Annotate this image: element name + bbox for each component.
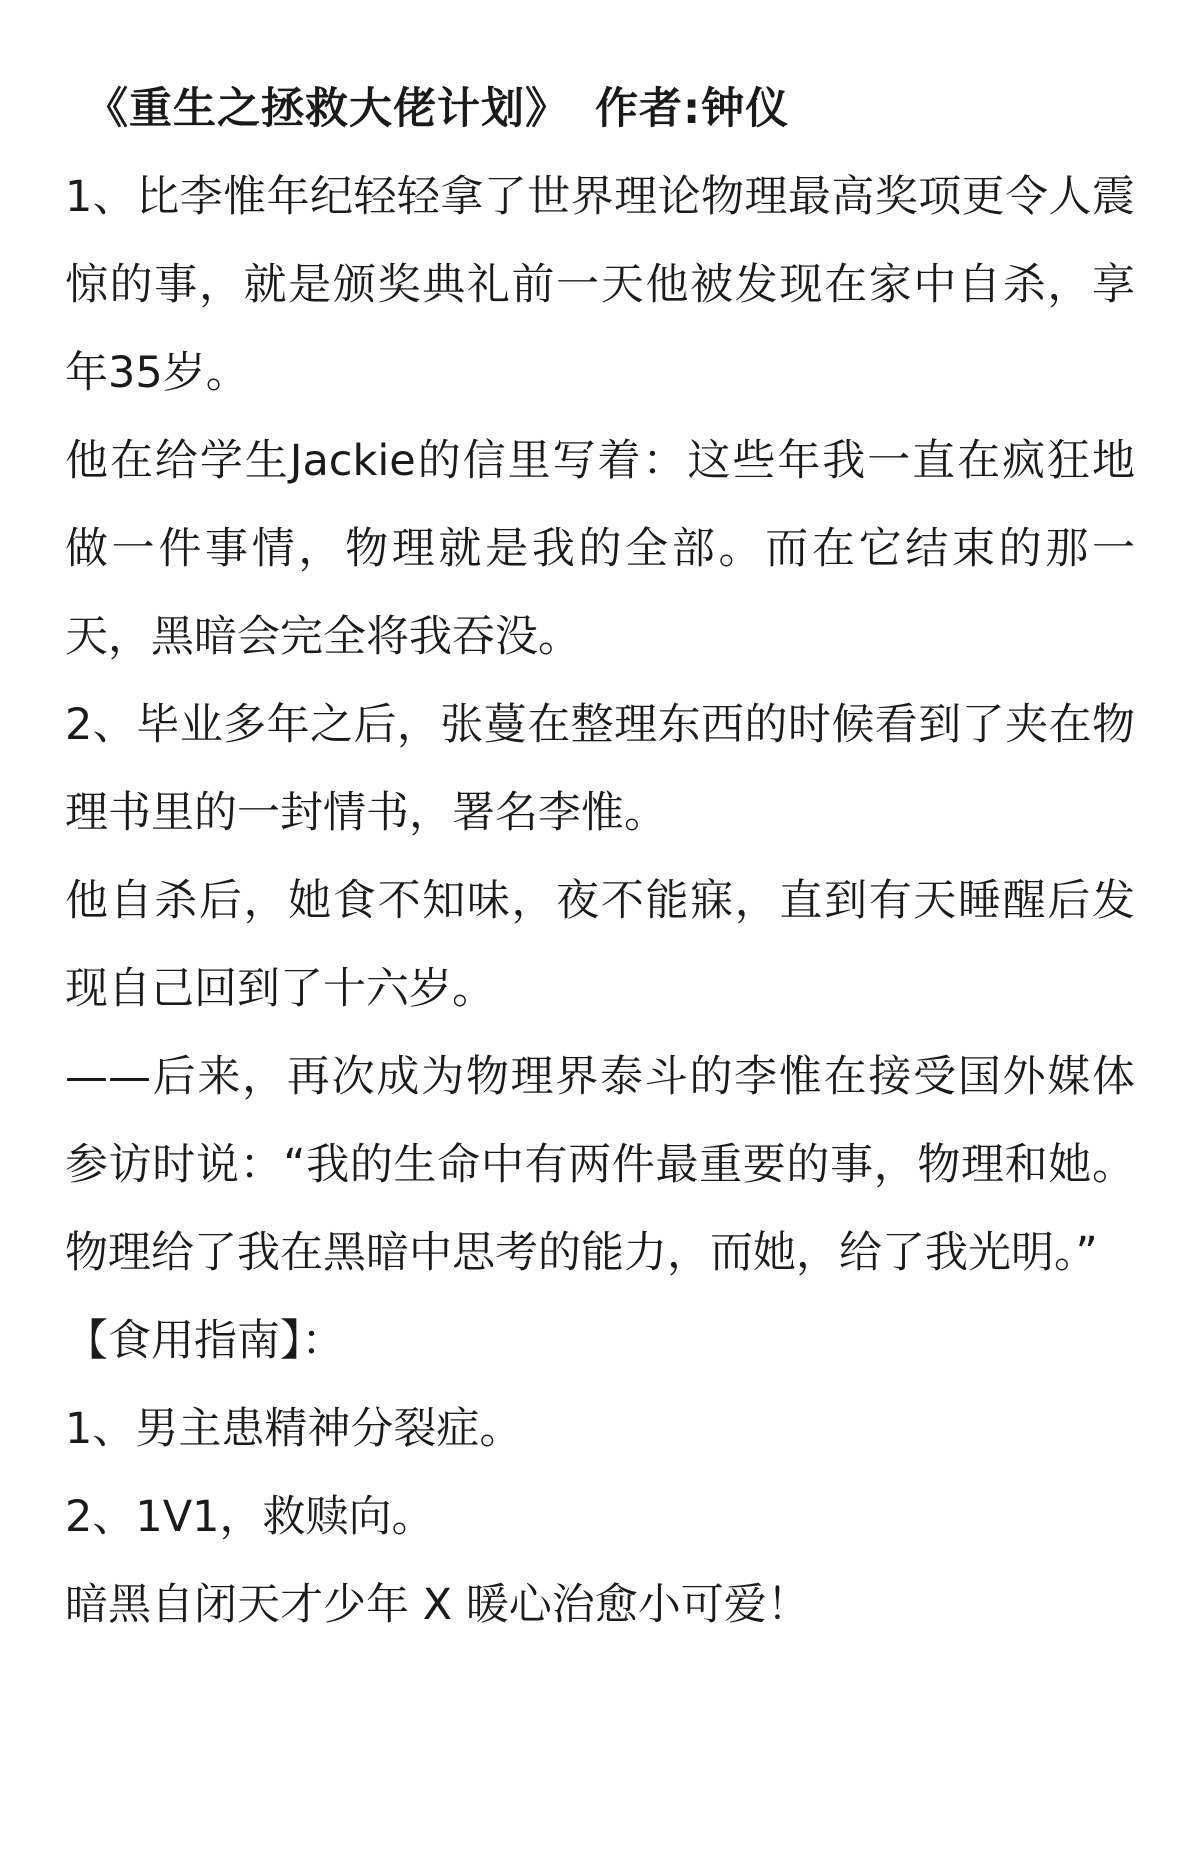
- paragraph-2: 他在给学生Jackie的信里写着：这些年我一直在疯狂地做一件事情，物理就是我的全部。而在它结束的那一天，黑暗会完全将我吞没。: [65, 436, 1135, 662]
- author: 作者:钟仪: [595, 84, 790, 134]
- book-title: 《重生之拯救大佬计划》: [85, 84, 569, 134]
- paragraph-3: 2、毕业多年之后，张蔓在整理东西的时候看到了夹在物理书里的一封情书，署名李惟。: [65, 700, 1135, 838]
- paragraph-4: 他自杀后，她食不知味，夜不能寐，直到有天睡醒后发现自己回到了十六岁。: [65, 876, 1135, 1014]
- paragraph-7: 1、男主患精神分裂症。: [65, 1404, 523, 1454]
- paragraph-6: 【食用指南】：: [65, 1316, 345, 1366]
- paragraph-8: 2、1V1，救赎向。: [65, 1492, 435, 1542]
- paragraph-1: 1、比李惟年纪轻轻拿了世界理论物理最高奖项更令人震惊的事，就是颁奖典礼前一天他被发现在家中自杀，享年35岁。: [65, 172, 1135, 398]
- document-page: [65, 78, 1135, 1649]
- paragraph-9: 暗黑自闭天才少年 X 暖心治愈小可爱！: [65, 1580, 810, 1630]
- book-title-line: [85, 78, 1135, 140]
- paragraph-5: ——后来，再次成为物理界泰斗的李惟在接受国外媒体参访时说：“我的生命中有两件最重要的事，物理和她。物理给了我在黑暗中思考的能力，而她，给了我光明。”: [65, 1052, 1135, 1278]
